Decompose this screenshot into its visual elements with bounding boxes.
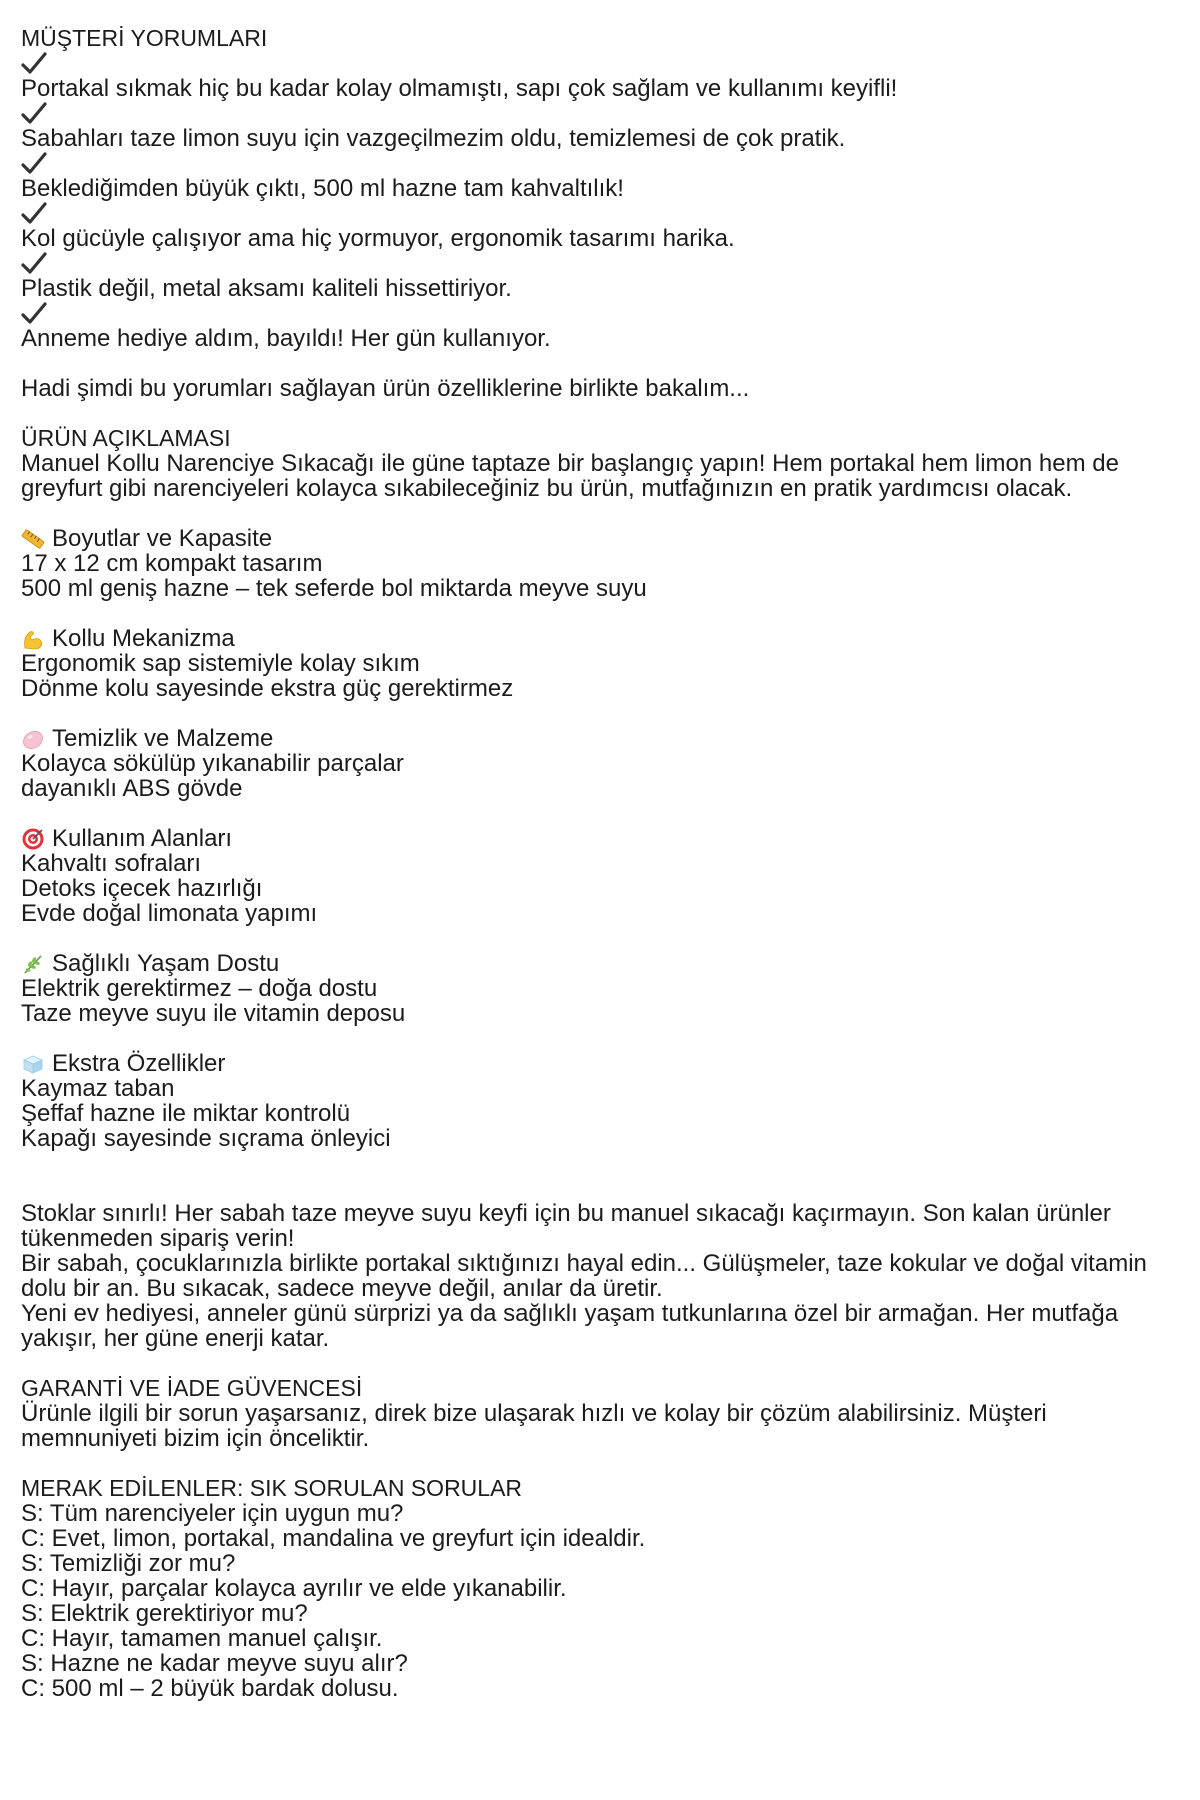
feature-line: Kaymaz taban xyxy=(21,1075,175,1102)
promo-section xyxy=(21,1201,1181,1351)
feature-line: Evde doğal limonata yapımı xyxy=(21,900,318,927)
feature-line: Şeffaf hazne ile miktar kontrolü xyxy=(21,1100,351,1127)
feature-title: Kullanım Alanları xyxy=(52,825,233,852)
check-mark-icon xyxy=(21,51,47,76)
reviews-title: MÜŞTERİ YORUMLARI xyxy=(21,25,268,51)
ruler-icon xyxy=(21,527,45,551)
reviews-section xyxy=(21,26,1181,401)
review-item xyxy=(21,301,1181,351)
feature-title: Kollu Mekanizma xyxy=(52,625,235,652)
faq-title: MERAK EDİLENLER: SIK SORULAN SORULAR xyxy=(21,1475,523,1501)
review-text: Anneme hediye aldım, bayıldı! Her gün kullanıyor. xyxy=(21,325,551,352)
feature-line: dayanıklı ABS gövde xyxy=(21,775,243,802)
feature-line: Detoks içecek hazırlığı xyxy=(21,875,263,902)
faq-answer: C: Hayır, parçalar kolayca ayrılır ve elde yıkanabilir. xyxy=(21,1575,567,1602)
feature-block xyxy=(21,526,1181,601)
check-mark-icon xyxy=(21,301,47,326)
check-mark-icon xyxy=(21,101,47,126)
feature-block xyxy=(21,826,1181,926)
feature-block xyxy=(21,1051,1181,1151)
check-mark-icon xyxy=(21,151,47,176)
feature-title: Ekstra Özellikler xyxy=(52,1050,226,1077)
flexed-arm-icon xyxy=(21,627,45,651)
feature-line: 500 ml geniş hazne – tek seferde bol miktarda meyve suyu xyxy=(21,575,647,602)
feature-block xyxy=(21,626,1181,701)
faq-answer: C: Evet, limon, portakal, mandalina ve greyfurt için idealdir. xyxy=(21,1525,646,1552)
faq-question: S: Hazne ne kadar meyve suyu alır? xyxy=(21,1650,408,1677)
faq-answer: C: Hayır, tamamen manuel çalışır. xyxy=(21,1625,383,1652)
description-title: ÜRÜN AÇIKLAMASI xyxy=(21,425,231,451)
transition-text: Hadi şimdi bu yorumları sağlayan ürün özelliklerine birlikte bakalım... xyxy=(21,375,750,402)
feature-title: Boyutlar ve Kapasite xyxy=(52,525,273,552)
feature-line: Taze meyve suyu ile vitamin deposu xyxy=(21,1000,406,1027)
check-mark-icon xyxy=(21,251,47,276)
review-text: Plastik değil, metal aksamı kaliteli hissettiriyor. xyxy=(21,275,512,302)
check-mark-icon xyxy=(21,201,47,226)
feature-line: Kahvaltı sofraları xyxy=(21,850,202,877)
gift-text: Yeni ev hediyesi, anneler günü sürprizi ya da sağlıklı yaşam tutkunlarına özel bir armağan. Her mutfağa yakışır, her güne enerji katar. xyxy=(21,1300,1119,1352)
target-icon xyxy=(21,827,45,851)
faq-question: S: Tüm narenciyeler için uygun mu? xyxy=(21,1500,404,1527)
review-item xyxy=(21,51,1181,101)
review-text: Sabahları taze limon suyu için vazgeçilmezim oldu, temizlemesi de çok pratik. xyxy=(21,125,846,152)
review-item xyxy=(21,251,1181,301)
review-text: Beklediğimden büyük çıktı, 500 ml hazne tam kahvaltılık! xyxy=(21,175,624,202)
feature-title: Temizlik ve Malzeme xyxy=(52,725,274,752)
feature-line: 17 x 12 cm kompakt tasarım xyxy=(21,550,323,577)
feature-line: Dönme kolu sayesinde ekstra güç gerektirmez xyxy=(21,675,514,702)
review-item xyxy=(21,101,1181,151)
story-text: Bir sabah, çocuklarınızla birlikte portakal sıktığınızı hayal edin... Gülüşmeler, taze kokular ve doğal vitamin dolu bir an. Bu sıkacak, sadece meyve değil, anılar da üretir. xyxy=(21,1250,1147,1302)
faq-question: S: Elektrik gerektiriyor mu? xyxy=(21,1600,308,1627)
guarantee-title: GARANTİ VE İADE GÜVENCESİ xyxy=(21,1375,363,1401)
ice-cube-icon xyxy=(21,1052,45,1076)
faq-section xyxy=(21,1476,1181,1701)
review-item xyxy=(21,201,1181,251)
description-section xyxy=(21,426,1181,501)
herb-icon xyxy=(21,952,45,976)
stock-text: Stoklar sınırlı! Her sabah taze meyve suyu keyfi için bu manuel sıkacağı kaçırmayın. Son kalan ürünler tükenmeden sipariş verin! xyxy=(21,1200,1111,1252)
feature-line: Kolayca sökülüp yıkanabilir parçalar xyxy=(21,750,404,777)
feature-title: Sağlıklı Yaşam Dostu xyxy=(52,950,280,977)
feature-block xyxy=(21,726,1181,801)
feature-line: Ergonomik sap sistemiyle kolay sıkım xyxy=(21,650,420,677)
feature-block xyxy=(21,951,1181,1026)
features-section xyxy=(21,526,1181,1151)
soap-icon xyxy=(21,727,45,751)
guarantee-body: Ürünle ilgili bir sorun yaşarsanız, direk bize ulaşarak hızlı ve kolay bir çözüm alabilirsiniz. Müşteri memnuniyeti bizim için önceliktir. xyxy=(21,1400,1047,1452)
product-page xyxy=(21,26,1181,1701)
faq-question: S: Temizliği zor mu? xyxy=(21,1550,236,1577)
faq-answer: C: 500 ml – 2 büyük bardak dolusu. xyxy=(21,1675,399,1702)
guarantee-section xyxy=(21,1376,1181,1451)
feature-line: Kapağı sayesinde sıçrama önleyici xyxy=(21,1125,391,1152)
review-item xyxy=(21,151,1181,201)
review-text: Portakal sıkmak hiç bu kadar kolay olmamıştı, sapı çok sağlam ve kullanımı keyifli! xyxy=(21,75,898,102)
description-body: Manuel Kollu Narenciye Sıkacağı ile güne taptaze bir başlangıç yapın! Hem portakal hem limon hem de greyfurt gibi narenciyeleri kolayca sıkabileceğiniz bu ürün, mutfağınızın en pratik yardımcısı olacak. xyxy=(21,450,1119,502)
review-text: Kol gücüyle çalışıyor ama hiç yormuyor, ergonomik tasarımı harika. xyxy=(21,225,735,252)
feature-line: Elektrik gerektirmez – doğa dostu xyxy=(21,975,378,1002)
